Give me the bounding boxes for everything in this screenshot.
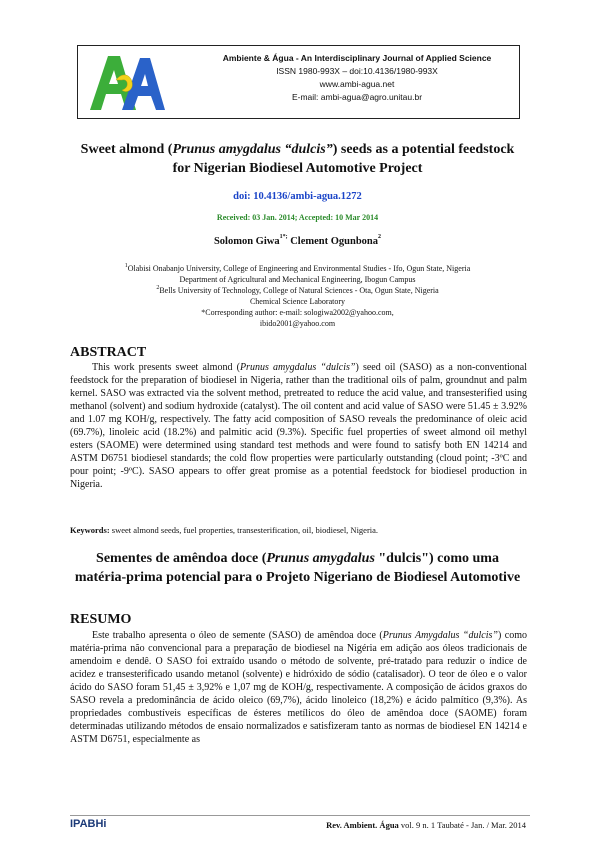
corresponding-author: *Corresponding author: e-mail: sologiwa2002@yahoo.com, <box>201 308 394 317</box>
journal-email[interactable]: E-mail: ambi-agua@agro.unitau.br <box>291 92 423 102</box>
affiliations <box>80 263 515 329</box>
affiliation-2: $^2$Bells University of Technology, College of Natural Sciences - Ota, Ogun State, Nigeria <box>156 285 439 295</box>
ambiente-agua-logo <box>86 50 166 114</box>
corresponding-email-2: ibido2001@yahoo.com <box>259 319 336 328</box>
journal-header <box>77 45 520 119</box>
journal-name: Ambiente & Água - An Interdisciplinary Journal of Applied Science <box>222 53 492 63</box>
affiliation-2-dept: Chemical Science Laboratory <box>249 297 346 306</box>
abstract-body: This work presents sweet almond (Prunus amygdalus “dulcis”) seed oil (SASO) as a non-conventional feedstock for the preparation of biodiesel in Nigeria, rather than the traditional oils of palm, groundnut and palm kernel. SASO was extracted via the solvent method, pretreated to reduce the acid value, and transesterified using methanol (solvent) and sodium hydroxide (catalyst). The oil content and acid value of SASO were 51.45 ± 3.92% and 1.07 mg KOH/g, respectively. The fatty acid composition of SASO reveals the predominance of oleic acid (69.7%), linoleic acid (18.2%) and palmitic acid (9.3%). Specific fuel properties of sweet almond oil methyl esters (SAOME) were determined using standard test methods and were found to satisfy both EN 14214 and ASTM D6751 biodiesel standards; the cold flow properties were particularly outstanding (cloud point; -3ºC and pour point; -9ºC). SASO appears to offer great promise as a potential feedstock for biodiesel production in Nigeria. <box>70 362 527 490</box>
article-doi[interactable]: doi: 10.4136/ambi-agua.1272 <box>233 191 362 202</box>
ipabhi-logo: IPABHi <box>70 818 107 830</box>
pt-title: Sementes de amêndoa doce (Prunus amygdalus "dulcis") como uma matéria-prima potencial para o Projeto Nigeriano de Biodiesel Automotive <box>74 551 521 585</box>
resumo-heading: RESUMO <box>70 612 132 627</box>
resumo-body: Este trabalho apresenta o óleo de semente (SASO) de amêndoa doce (Prunus Amygdalus “dulcis”) como matéria-prima não convencional para a preparação de biodiesel na Nigéria em adição aos óleos tradicionais de amendoim e dendê. O SASO foi extraído usando o método de solvente, pré-tratado para reduzir o índice de acidez e transesterificado usando metanol (solvente) e hidróxido de sódio (catalisador). O teor de óleo e o valor ácido do SASO foram 51,45 ± 3,92% e 1,07 mg de KOH/g, respectivamente. A composição de ácidos graxos do SASO revela a predominância de ácido oleico (69,7%), ácido linoleico (18,2%) e ácido palmítico (9,3%). As propriedades combustíveis específicas de ésteres metílicos do óleo de amêndoa doce (SAOME) foram determinadas utilizando métodos de ensaio normalizados e satisfizeram tanto as normas de biodiesel EN 14214 e ASTM D6751, especialmente as <box>70 630 527 745</box>
keywords: Keywords: sweet almond seeds, fuel properties, transesterification, oil, biodiesel, Nigeria. <box>70 525 379 535</box>
authors: Solomon Giwa$^{1*;}$ Clement Ogunbona$^2$ <box>213 234 382 247</box>
affiliation-1: $^1$Olabisi Onabanjo University, College of Engineering and Environmental Studies - Ifo, Ogun State, Nigeria <box>124 263 471 273</box>
received-date: Received: 03 Jan. 2014; Accepted: 10 Mar 2014 <box>216 213 379 222</box>
abstract-heading: ABSTRACT <box>70 345 147 360</box>
article-title: Sweet almond (Prunus amygdalus “dulcis”) seeds as a potential feedstock for Nigerian Biodiesel Automotive Project <box>80 142 515 176</box>
author-1: Solomon Giwa <box>213 236 280 247</box>
journal-issn: ISSN 1980-993X – doi:10.4136/1980-993X <box>276 66 438 76</box>
journal-website[interactable]: www.ambi-agua.net <box>319 79 395 89</box>
author-2: Clement Ogunbona <box>290 236 379 247</box>
affiliation-1-dept: Department of Agricultural and Mechanical Engineering, Ibogun Campus <box>179 275 416 284</box>
journal-info <box>198 52 516 104</box>
footer-citation: Rev. Ambient. Água vol. 9 n. 1 Taubaté - Jan. / Mar. 2014 <box>326 820 526 830</box>
footer-rule <box>70 815 530 816</box>
